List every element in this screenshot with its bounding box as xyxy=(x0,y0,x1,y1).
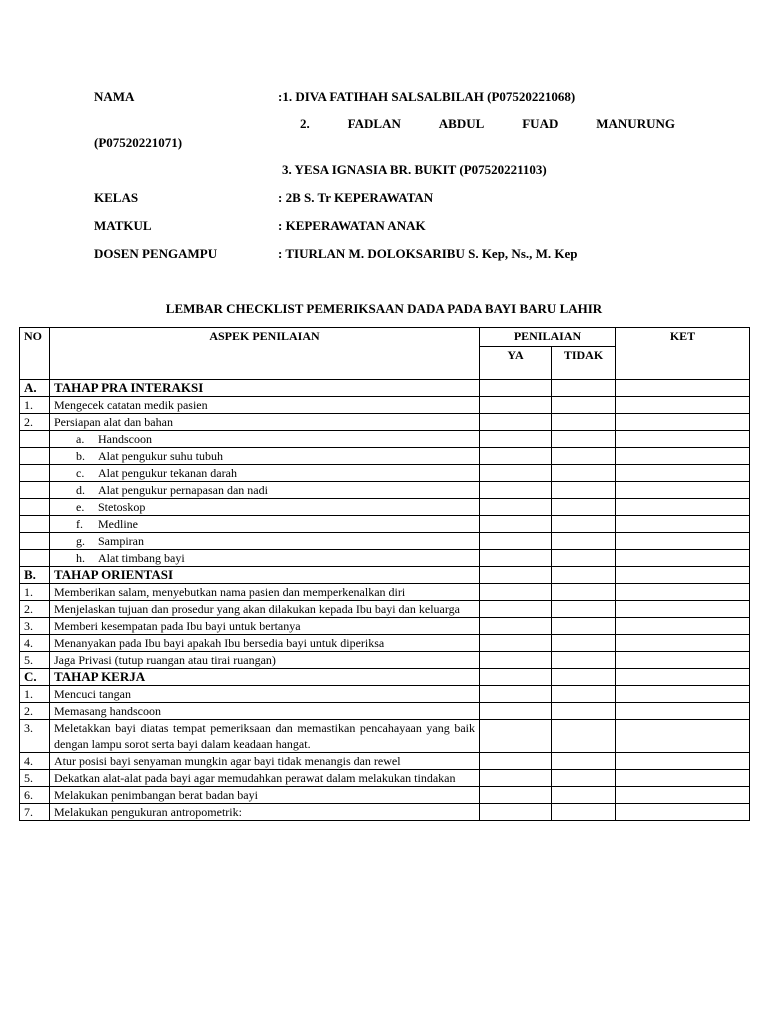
row-number: 5. xyxy=(20,770,50,787)
row-number: 4. xyxy=(20,635,50,652)
row-number: 1. xyxy=(20,584,50,601)
sub-item-row xyxy=(20,533,750,550)
tidak-checkbox-cell[interactable] xyxy=(552,499,616,516)
nama-student-2-line xyxy=(300,116,675,132)
column-header-no: NO xyxy=(20,328,50,380)
aspek-cell: Meletakkan bayi diatas tempat pemeriksaan dan memastikan pencahayaan yang baik dengan lampu sorot serta bayi dalam keadaan hangat. xyxy=(50,720,480,753)
tidak-checkbox-cell[interactable] xyxy=(552,550,616,567)
ya-checkbox-cell[interactable] xyxy=(480,397,552,414)
nama-student-2-word: FUAD xyxy=(522,116,559,131)
aspek-cell xyxy=(50,482,480,499)
tidak-checkbox-cell[interactable] xyxy=(552,465,616,482)
document-title: LEMBAR CHECKLIST PEMERIKSAAN DADA PADA BAYI BARU LAHIR xyxy=(165,301,603,316)
ya-checkbox-cell[interactable] xyxy=(480,448,552,465)
tidak-checkbox-cell[interactable] xyxy=(552,601,616,618)
row-number xyxy=(20,465,50,482)
row-number: 3. xyxy=(20,720,50,753)
aspek-cell: Memberi kesempatan pada Ibu bayi untuk bertanya xyxy=(50,618,480,635)
table-row xyxy=(20,770,750,787)
ya-checkbox-cell[interactable] xyxy=(480,516,552,533)
matkul-label: MATKUL xyxy=(94,218,152,233)
sub-item-text: Sampiran xyxy=(98,534,144,548)
sub-item-letter: c. xyxy=(76,466,85,480)
ket-cell[interactable] xyxy=(616,720,750,753)
aspek-cell: Persiapan alat dan bahan xyxy=(50,414,480,431)
ya-checkbox-cell[interactable] xyxy=(480,753,552,770)
row-number xyxy=(20,533,50,550)
row-number: 2. xyxy=(20,703,50,720)
aspek-cell xyxy=(50,533,480,550)
table-row xyxy=(20,618,750,635)
tidak-checkbox-cell[interactable] xyxy=(552,567,616,584)
row-number xyxy=(20,482,50,499)
aspek-cell xyxy=(50,431,480,448)
tidak-checkbox-cell[interactable] xyxy=(552,482,616,499)
section-title: TAHAP KERJA xyxy=(50,669,480,686)
sub-item-text: Medline xyxy=(98,517,138,531)
nama-student-2-number: 2. xyxy=(300,116,310,131)
row-number: 5. xyxy=(20,652,50,669)
column-header-ya: YA xyxy=(480,347,552,380)
row-number: 6. xyxy=(20,787,50,804)
tidak-checkbox-cell[interactable] xyxy=(552,618,616,635)
tidak-checkbox-cell[interactable] xyxy=(552,448,616,465)
row-number xyxy=(20,499,50,516)
ket-cell[interactable] xyxy=(616,686,750,703)
sub-item-row xyxy=(20,499,750,516)
aspek-cell: Mengecek catatan medik pasien xyxy=(50,397,480,414)
column-header-penilaian: PENILAIAN xyxy=(480,328,616,347)
table-row xyxy=(20,397,750,414)
aspek-cell xyxy=(50,550,480,567)
ya-checkbox-cell[interactable] xyxy=(480,414,552,431)
ya-checkbox-cell[interactable] xyxy=(480,482,552,499)
row-number: 7. xyxy=(20,804,50,821)
aspek-cell xyxy=(50,516,480,533)
sub-item-letter: e. xyxy=(76,500,85,514)
ket-cell[interactable] xyxy=(616,804,750,821)
sub-item-letter: h. xyxy=(76,551,85,565)
sub-item-row xyxy=(20,516,750,533)
ya-checkbox-cell[interactable] xyxy=(480,720,552,753)
ya-checkbox-cell[interactable] xyxy=(480,804,552,821)
aspek-cell: Memasang handscoon xyxy=(50,703,480,720)
row-number: 2. xyxy=(20,414,50,431)
tidak-checkbox-cell[interactable] xyxy=(552,635,616,652)
ket-cell[interactable] xyxy=(616,753,750,770)
ket-cell[interactable] xyxy=(616,787,750,804)
table-row xyxy=(20,753,750,770)
section-title: TAHAP PRA INTERAKSI xyxy=(50,380,480,397)
ket-cell[interactable] xyxy=(616,618,750,635)
row-number: 4. xyxy=(20,753,50,770)
section-row xyxy=(20,669,750,686)
sub-item-row xyxy=(20,482,750,499)
sub-item-letter: a. xyxy=(76,432,85,446)
kelas-value: : 2B S. Tr KEPERAWATAN xyxy=(278,190,434,205)
ya-checkbox-cell[interactable] xyxy=(480,669,552,686)
table-row xyxy=(20,584,750,601)
nama-student-2-word: FADLAN xyxy=(347,116,401,131)
row-number xyxy=(20,550,50,567)
nama-label: NAMA xyxy=(94,89,135,104)
sub-item-text: Alat timbang bayi xyxy=(98,551,185,565)
ket-cell[interactable] xyxy=(616,584,750,601)
row-number: 1. xyxy=(20,686,50,703)
ket-cell[interactable] xyxy=(616,448,750,465)
table-row xyxy=(20,804,750,821)
table-row xyxy=(20,720,750,753)
aspek-cell: Menanyakan pada Ibu bayi apakah Ibu bersedia bayi untuk diperiksa xyxy=(50,635,480,652)
ya-checkbox-cell[interactable] xyxy=(480,465,552,482)
ya-checkbox-cell[interactable] xyxy=(480,686,552,703)
ket-cell[interactable] xyxy=(616,499,750,516)
tidak-checkbox-cell[interactable] xyxy=(552,720,616,753)
dosen-label: DOSEN PENGAMPU xyxy=(94,246,218,261)
column-header-tidak: TIDAK xyxy=(552,347,616,380)
ket-cell[interactable] xyxy=(616,431,750,448)
aspek-cell: Mencuci tangan xyxy=(50,686,480,703)
ya-checkbox-cell[interactable] xyxy=(480,499,552,516)
tidak-checkbox-cell[interactable] xyxy=(552,431,616,448)
tidak-checkbox-cell[interactable] xyxy=(552,753,616,770)
sub-item-letter: g. xyxy=(76,534,85,548)
aspek-cell: Melakukan penimbangan berat badan bayi xyxy=(50,787,480,804)
tidak-checkbox-cell[interactable] xyxy=(552,652,616,669)
sub-item-text: Alat pengukur tekanan darah xyxy=(98,466,237,480)
matkul-value: : KEPERAWATAN ANAK xyxy=(278,218,426,233)
ket-cell[interactable] xyxy=(616,652,750,669)
sub-item-row xyxy=(20,465,750,482)
nama-student-3: 3. YESA IGNASIA BR. BUKIT (P07520221103) xyxy=(282,162,547,177)
tidak-checkbox-cell[interactable] xyxy=(552,516,616,533)
ya-checkbox-cell[interactable] xyxy=(480,787,552,804)
row-number: 3. xyxy=(20,618,50,635)
tidak-checkbox-cell[interactable] xyxy=(552,414,616,431)
nama-student-2-word: MANURUNG xyxy=(596,116,675,131)
ket-cell[interactable] xyxy=(616,380,750,397)
nama-student-1: :1. DIVA FATIHAH SALSALBILAH (P07520221068) xyxy=(278,89,576,104)
ket-cell[interactable] xyxy=(616,516,750,533)
sub-item-row xyxy=(20,550,750,567)
kelas-label: KELAS xyxy=(94,190,139,205)
ket-cell[interactable] xyxy=(616,397,750,414)
ya-checkbox-cell[interactable] xyxy=(480,431,552,448)
table-row xyxy=(20,652,750,669)
aspek-cell: Atur posisi bayi senyaman mungkin agar bayi tidak menangis dan rewel xyxy=(50,753,480,770)
checklist-table xyxy=(19,327,750,821)
dosen-value: : TIURLAN M. DOLOKSARIBU S. Kep, Ns., M. Kep xyxy=(278,246,578,261)
ket-cell[interactable] xyxy=(616,703,750,720)
sub-item-letter: b. xyxy=(76,449,85,463)
tidak-checkbox-cell[interactable] xyxy=(552,787,616,804)
ya-checkbox-cell[interactable] xyxy=(480,703,552,720)
sub-item-text: Stetoskop xyxy=(98,500,146,514)
sub-item-row xyxy=(20,431,750,448)
section-row xyxy=(20,567,750,584)
ket-cell[interactable] xyxy=(616,482,750,499)
row-number: A. xyxy=(20,380,50,397)
row-number: C. xyxy=(20,669,50,686)
row-number: 1. xyxy=(20,397,50,414)
ya-checkbox-cell[interactable] xyxy=(480,380,552,397)
aspek-cell xyxy=(50,448,480,465)
sub-item-row xyxy=(20,448,750,465)
ket-cell[interactable] xyxy=(616,635,750,652)
ket-cell[interactable] xyxy=(616,770,750,787)
table-header-row xyxy=(20,328,750,347)
ya-checkbox-cell[interactable] xyxy=(480,618,552,635)
tidak-checkbox-cell[interactable] xyxy=(552,669,616,686)
sub-item-text: Alat pengukur suhu tubuh xyxy=(98,449,223,463)
ket-cell[interactable] xyxy=(616,567,750,584)
table-row xyxy=(20,686,750,703)
table-row xyxy=(20,414,750,431)
ket-cell[interactable] xyxy=(616,669,750,686)
ya-checkbox-cell[interactable] xyxy=(480,533,552,550)
ya-checkbox-cell[interactable] xyxy=(480,770,552,787)
tidak-checkbox-cell[interactable] xyxy=(552,397,616,414)
ya-checkbox-cell[interactable] xyxy=(480,584,552,601)
ket-cell[interactable] xyxy=(616,414,750,431)
sub-item-text: Alat pengukur pernapasan dan nadi xyxy=(98,483,268,497)
ya-checkbox-cell[interactable] xyxy=(480,652,552,669)
nama-student-2-word: ABDUL xyxy=(438,116,485,131)
row-number xyxy=(20,448,50,465)
row-number: 2. xyxy=(20,601,50,618)
ket-cell[interactable] xyxy=(616,601,750,618)
ya-checkbox-cell[interactable] xyxy=(480,567,552,584)
ya-checkbox-cell[interactable] xyxy=(480,601,552,618)
tidak-checkbox-cell[interactable] xyxy=(552,584,616,601)
ket-cell[interactable] xyxy=(616,465,750,482)
aspek-cell: Memberikan salam, menyebutkan nama pasien dan memperkenalkan diri xyxy=(50,584,480,601)
section-title: TAHAP ORIENTASI xyxy=(50,567,480,584)
aspek-cell: Melakukan pengukuran antropometrik: xyxy=(50,804,480,821)
tidak-checkbox-cell[interactable] xyxy=(552,380,616,397)
row-number: B. xyxy=(20,567,50,584)
ya-checkbox-cell[interactable] xyxy=(480,635,552,652)
aspek-cell xyxy=(50,499,480,516)
ya-checkbox-cell[interactable] xyxy=(480,550,552,567)
sub-item-letter: f. xyxy=(76,517,83,531)
aspek-cell xyxy=(50,465,480,482)
aspek-cell: Dekatkan alat-alat pada bayi agar memudahkan perawat dalam melakukan tindakan xyxy=(50,770,480,787)
column-header-ket: KET xyxy=(616,328,750,380)
table-row xyxy=(20,787,750,804)
row-number xyxy=(20,516,50,533)
tidak-checkbox-cell[interactable] xyxy=(552,770,616,787)
tidak-checkbox-cell[interactable] xyxy=(552,804,616,821)
ket-cell[interactable] xyxy=(616,550,750,567)
table-row xyxy=(20,703,750,720)
aspek-cell: Jaga Privasi (tutup ruangan atau tirai ruangan) xyxy=(50,652,480,669)
tidak-checkbox-cell[interactable] xyxy=(552,686,616,703)
table-row xyxy=(20,635,750,652)
aspek-cell: Menjelaskan tujuan dan prosedur yang akan dilakukan kepada Ibu bayi dan keluarga xyxy=(50,601,480,618)
row-number xyxy=(20,431,50,448)
column-header-aspek: ASPEK PENILAIAN xyxy=(50,328,480,380)
nama-student-2-nim: (P07520221071) xyxy=(94,135,183,150)
sub-item-letter: d. xyxy=(76,483,85,497)
tidak-checkbox-cell[interactable] xyxy=(552,533,616,550)
table-row xyxy=(20,601,750,618)
tidak-checkbox-cell[interactable] xyxy=(552,703,616,720)
sub-item-text: Handscoon xyxy=(98,432,152,446)
section-row xyxy=(20,380,750,397)
ket-cell[interactable] xyxy=(616,533,750,550)
